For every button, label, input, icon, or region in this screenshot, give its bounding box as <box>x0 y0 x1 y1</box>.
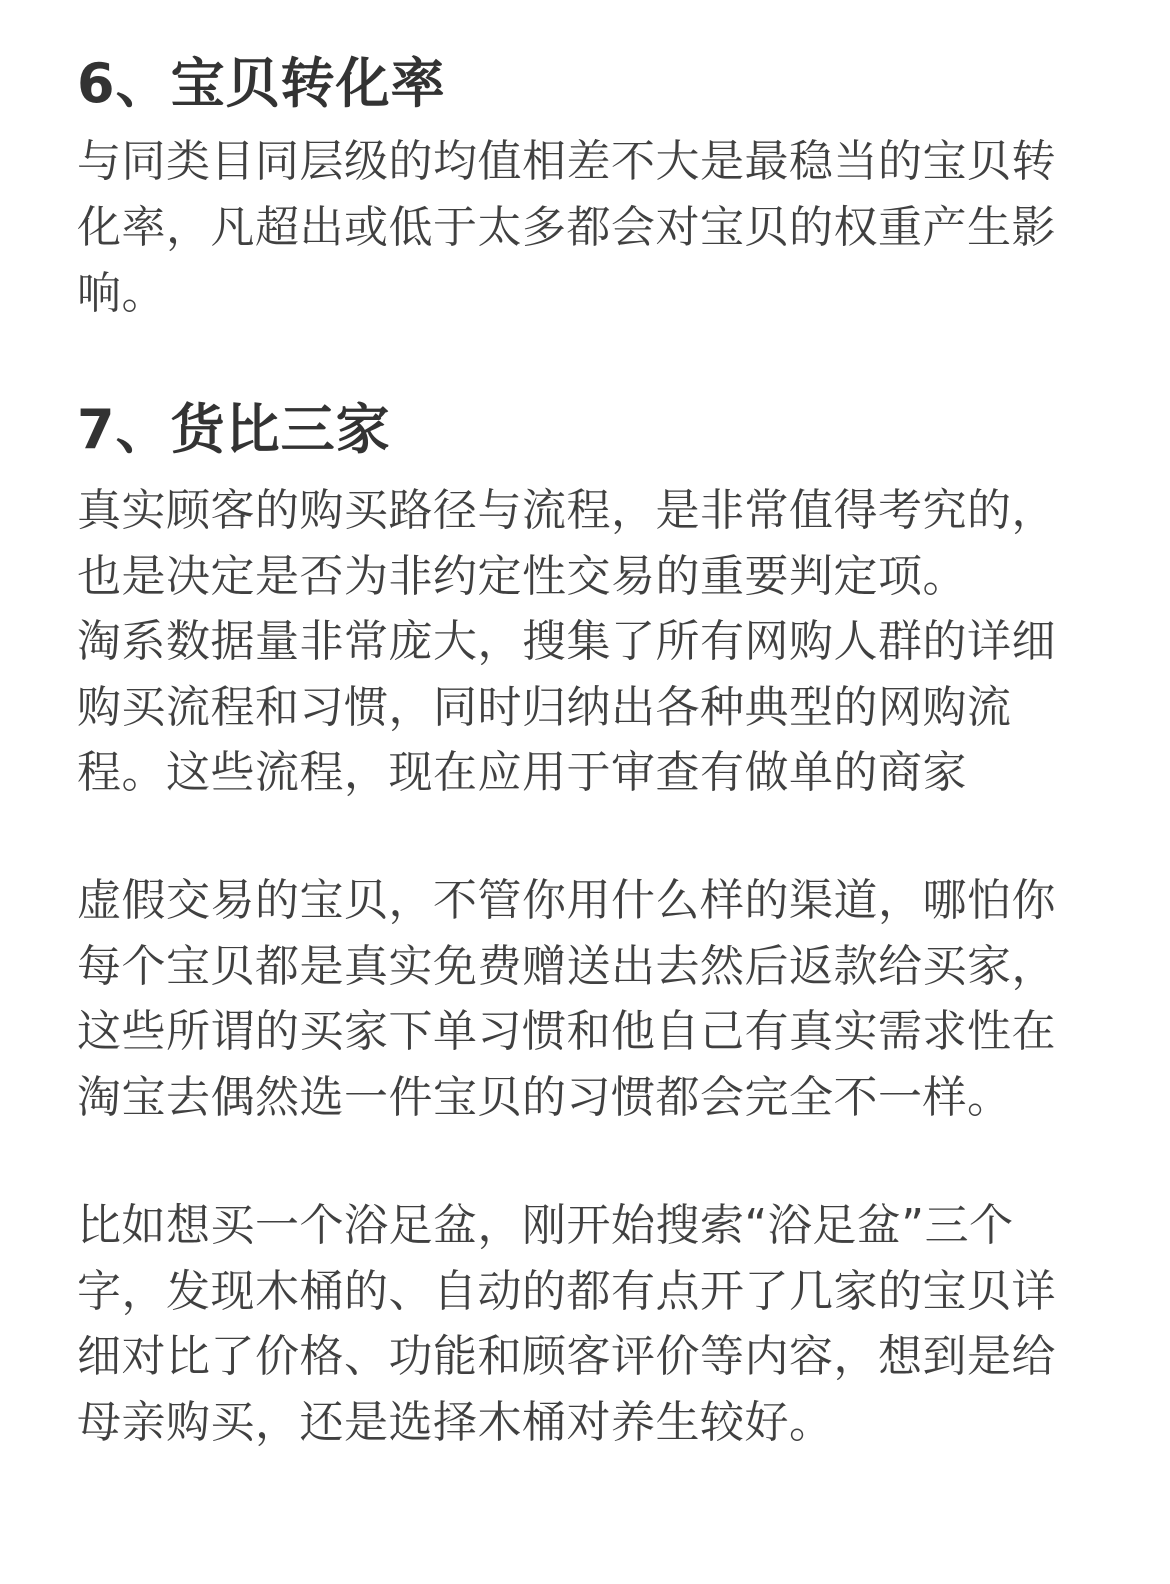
paragraph-3-line: 母亲购买，还是选择木桶对养生较好。 <box>77 1397 834 1448</box>
paragraph-1-line: 也是决定是否为非约定性交易的重要判定项。 <box>77 551 967 602</box>
paragraph-2-line: 虚假交易的宝贝，不管你用什么样的渠道，哪怕你 <box>77 875 1056 926</box>
section-6-line: 化率，凡超出或低于太多都会对宝贝的权重产生影 <box>77 202 1056 253</box>
paragraph-2-line: 这些所谓的买家下单习惯和他自己有真实需求性在 <box>77 1006 1056 1057</box>
paragraph-3-line: 字，发现木桶的、自动的都有点开了几家的宝贝详 <box>77 1266 1056 1317</box>
section-6-line: 响。 <box>77 268 166 319</box>
paragraph-3-line: 细对比了价格、功能和顾客评价等内容，想到是给 <box>77 1331 1056 1382</box>
section-7-heading: 7、货比三家 <box>77 398 391 461</box>
section-6-heading: 6、宝贝转化率 <box>77 52 446 115</box>
paragraph-1-line: 购买流程和习惯，同时归纳出各种典型的网购流 <box>77 682 1012 733</box>
paragraph-1-line: 淘系数据量非常庞大，搜集了所有网购人群的详细 <box>77 616 1056 667</box>
section-6-line: 与同类目同层级的均值相差不大是最稳当的宝贝转 <box>77 136 1056 187</box>
paragraph-1-line: 真实顾客的购买路径与流程，是非常值得考究的， <box>77 485 1056 536</box>
paragraph-1-line: 程。这些流程，现在应用于审查有做单的商家 <box>77 747 967 798</box>
paragraph-2-line: 淘宝去偶然选一件宝贝的习惯都会完全不一样。 <box>77 1072 1012 1123</box>
paragraph-3-line: 比如想买一个浴足盆，刚开始搜索“浴足盆”三个 <box>77 1200 1014 1251</box>
paragraph-2-line: 每个宝贝都是真实免费赠送出去然后返款给买家， <box>77 941 1056 992</box>
